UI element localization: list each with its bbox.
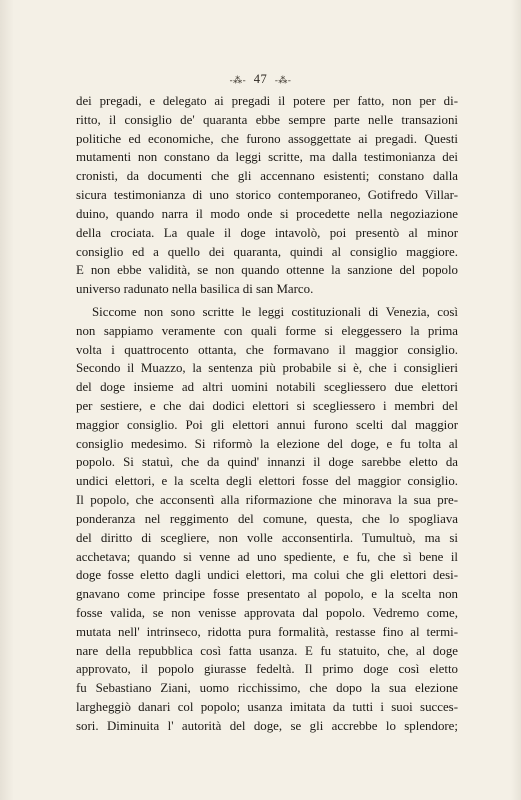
text-line: popolo. Si statuì, che da quind' innanzi il doge sarebbe eletto da [76, 455, 458, 470]
text-line: politiche ed economiche, che furono assoggettate ai pregadi. Questi [76, 131, 458, 146]
text-line: gnavano come principe fosse presentato al popolo, e la scelta non [76, 587, 458, 602]
text-line: largheggiò danari col popolo; usanza imitata da tutti i suoi succes- [76, 700, 458, 714]
text-line: dei pregadi, e delegato ai pregadi il potere per fatto, non per di- [76, 94, 458, 108]
text-line: non sappiamo veramente con quali forme si eleggessero la prima [76, 323, 458, 338]
text-line: del diritto di scegliere, non volle acconsentirla. Tumultuò, ma si [76, 530, 458, 545]
text-line: universo radunato nella basilica di san Marco. [76, 282, 314, 297]
text-line: cronisti, da documenti che gli accennano esistenti; constano dalla [76, 169, 458, 184]
page-header [0, 72, 521, 87]
page-edge-shadow [0, 0, 14, 800]
text-line: mutata nell' intrinseco, ridotta pura formalità, restasse fino al termi- [76, 624, 458, 639]
text-line: per sestiere, e che dai dodici elettori si scegliessero i membri del [76, 399, 458, 413]
text-line: E non ebbe validità, se non quando ottenne la sanzione del popolo [76, 263, 458, 278]
ornament-left: -⁂- [229, 75, 247, 85]
text-line: Siccome non sono scritte le leggi costituzionali di Venezia, così [92, 304, 458, 319]
text-line: ritto, il consiglio de' quaranta ebbe sempre parte nelle transazioni [76, 112, 458, 127]
text-line: sori. Diminuita l' autorità del doge, se gli accrebbe lo splendore; [76, 718, 458, 733]
text-line: maggior consiglio. Poi gli elettori annui furono scelti dal maggior [76, 417, 458, 432]
text-line: fu Sebastiano Ziani, uomo ricchissimo, che dopo la sua elezione [76, 681, 458, 696]
text-line: consiglio medesimo. Si riformò la elezione del doge, e fu tolta al [76, 436, 458, 451]
paragraph-2 [76, 303, 458, 736]
ornament-right: -⁂- [274, 75, 292, 85]
paragraph-1 [76, 92, 458, 299]
text-line: volta i quattrocento ottanta, che formavano il maggior consiglio. [76, 342, 458, 357]
text-line: doge fosse eletto dagli undici elettori, ma colui che gli elettori desi- [76, 568, 458, 583]
text-line: sicura testimonianza di uno storico contemporaneo, Gotifredo Villar- [76, 188, 458, 203]
body-text [76, 92, 458, 736]
page-number: 47 [253, 72, 268, 86]
text-line: Il popolo, che acconsentì alla riformazione che minorava la sua pre- [76, 493, 458, 508]
text-line: fosse valida, se non venisse approvata dal popolo. Vedremo come, [76, 605, 458, 620]
text-line: undici elettori, e la scelta degli elettori fosse del maggior consiglio. [76, 474, 458, 489]
text-line: ponderanza nel reggimento del comune, questa, che lo spogliava [76, 511, 458, 526]
text-line: del doge insieme ad altri uomini notabili scegliessero due elettori [76, 380, 458, 395]
text-line: approvato, il popolo giurasse fedeltà. Il primo doge così eletto [76, 662, 458, 677]
text-line: nare della repubblica così fatta usanza. E fu statuito, che, al doge [76, 643, 458, 658]
text-line: Secondo il Muazzo, la sentenza più probabile si è, che i consiglieri [76, 361, 458, 376]
text-line: acchetava; quando si venne ad uno spediente, e fu, che sì bene il [76, 549, 458, 564]
text-line: mutamenti non constano da leggi scritte, ma dalla testimonianza dei [76, 150, 458, 165]
text-line: consiglio ed a quello dei quaranta, quindi al consiglio maggiore. [76, 244, 458, 259]
text-line: della crociata. La quale il doge intavolò, poi presentò al minor [76, 225, 458, 240]
page-edge-shadow [511, 0, 521, 800]
text-line: duino, quando narra il modo onde si procedette nella negoziazione [76, 206, 458, 221]
